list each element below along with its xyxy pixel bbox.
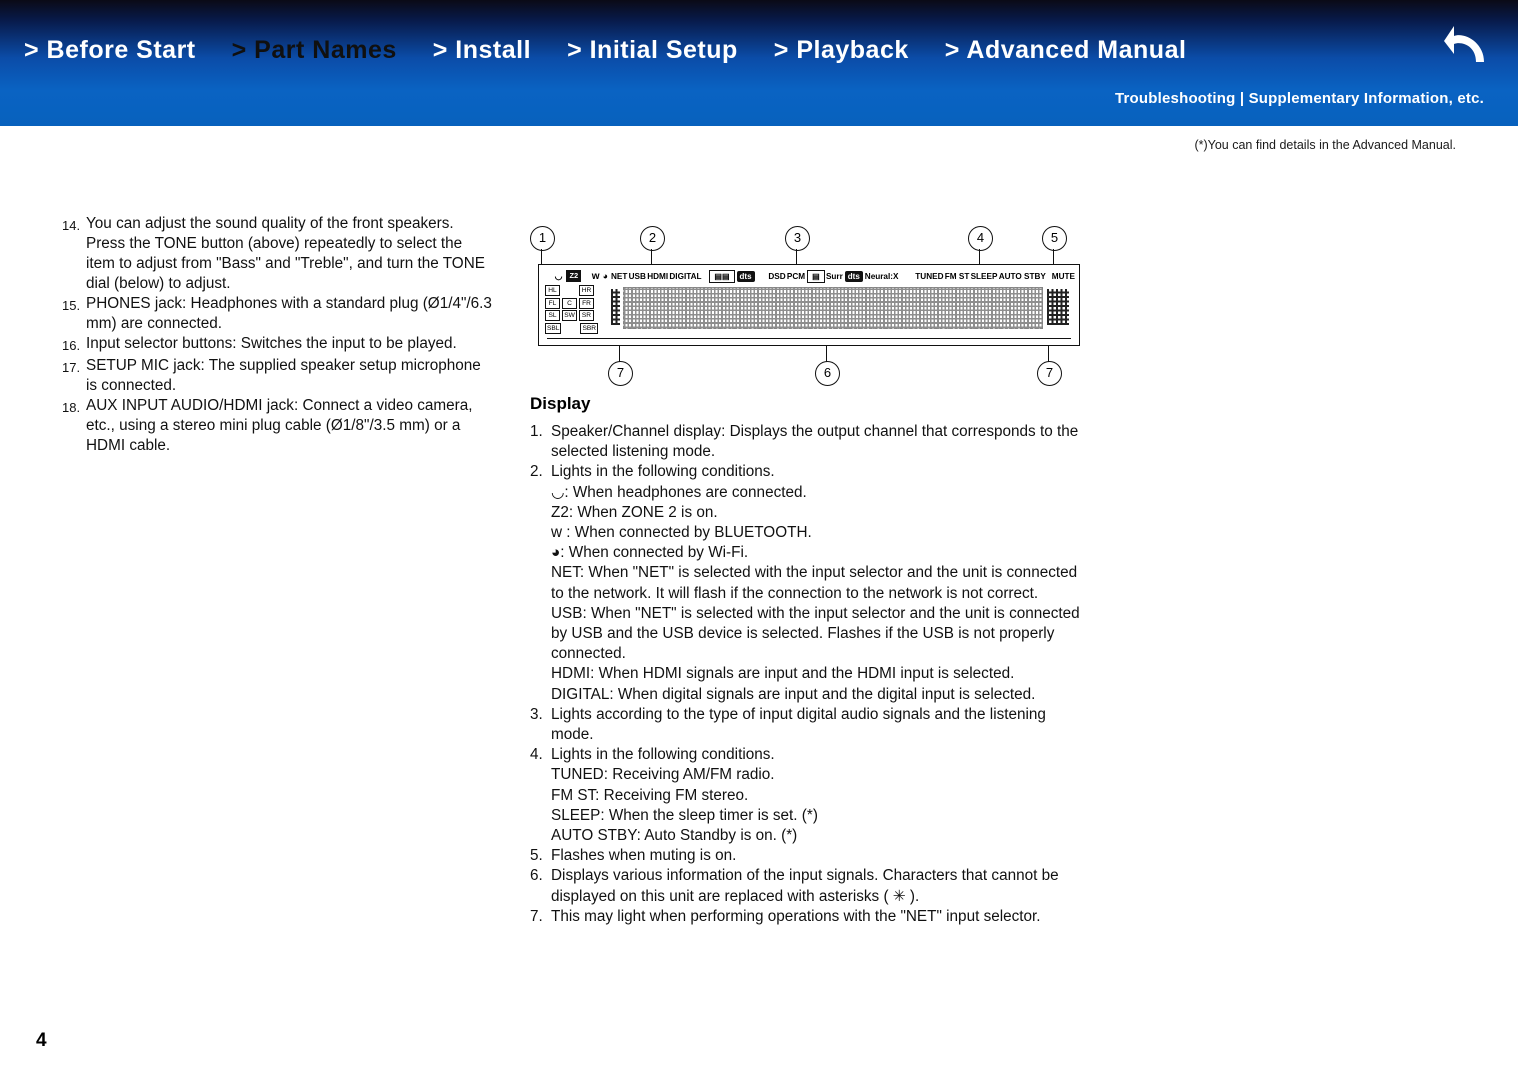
indicator-hdmi: HDMI <box>647 271 669 281</box>
indicator-pcm: PCM <box>786 271 806 281</box>
list-item-number: 3. <box>530 705 543 723</box>
list-item-text: Flashes when muting is on. <box>551 847 737 865</box>
nav-item-initial-setup[interactable]: > Initial Setup <box>567 36 738 64</box>
list-item-text: Lights in the following conditions. <box>551 463 775 481</box>
speaker-row <box>545 323 611 334</box>
callout-3: 3 <box>785 226 810 251</box>
dolby-icon: ▤▤ <box>709 270 734 283</box>
list-item-text: Lights according to the type of input digital audio signals and the listening mode. <box>551 705 1046 744</box>
dot-matrix-area <box>623 287 1043 329</box>
list-item <box>530 907 1090 927</box>
list-item-text: Input selector buttons: Switches the input to be played. <box>86 335 457 352</box>
sub-line: AUTO STBY: Auto Standby is on. (*) <box>551 827 798 845</box>
speaker-cell-hl: HL <box>545 285 560 296</box>
sub-navigation-link[interactable]: Troubleshooting | Supplementary Information, etc. <box>1114 90 1484 107</box>
indicator-tuned: TUNED <box>915 271 944 281</box>
list-item-text: Speaker/Channel display: Displays the output channel that corresponds to the selected listening mode. <box>551 423 1079 461</box>
nav-item-install[interactable]: > Install <box>432 36 532 64</box>
list-item <box>530 422 1090 462</box>
right-content-column <box>530 222 1090 925</box>
list-item-text: Displays various information of the input signals. Characters that cannot be displayed on this unit are replaced with asterisks ( ✳ ). <box>551 867 1059 905</box>
advanced-manual-note: (*)You can find details in the Advanced Manual. <box>1194 138 1456 152</box>
list-item-text: PHONES jack: Headphones with a standard plug (Ø1/4"/6.3 mm) are connected. <box>86 295 492 332</box>
speaker-channel-display <box>545 285 611 335</box>
page-title: Display <box>530 394 591 413</box>
speaker-row <box>545 310 611 321</box>
dts-badge-2: dts <box>845 271 863 282</box>
speaker-cell-blank <box>562 285 577 296</box>
list-item-number: 6. <box>530 867 543 885</box>
speaker-cell-c: C <box>562 298 577 309</box>
back-arrow-icon[interactable] <box>1442 22 1494 68</box>
list-item-text: This may light when performing operations with the "NET" input selector. <box>551 907 1041 925</box>
indicator-fm-st: FM ST <box>944 271 970 281</box>
callout-7-left: 7 <box>608 361 633 386</box>
sub-line: ◡: When headphones are connected. <box>551 483 807 501</box>
indicator-net: NET <box>611 271 628 281</box>
nav-item-part-names[interactable]: > Part Names <box>231 36 397 64</box>
indicator-digital: DIGITAL <box>669 271 702 281</box>
speaker-cell-fl: FL <box>545 298 560 309</box>
speaker-row <box>545 298 611 309</box>
top-navigation <box>24 36 1222 65</box>
speaker-cell-blank <box>563 323 578 334</box>
callout-4: 4 <box>968 226 993 251</box>
left-indicator-dots <box>611 289 620 325</box>
dts-badge: dts <box>737 271 755 282</box>
left-text-column <box>62 214 492 456</box>
speaker-cell-fr: FR <box>579 298 594 309</box>
list-item <box>530 866 1090 906</box>
status-indicator-row <box>547 268 1075 284</box>
leader-line <box>826 346 827 362</box>
list-item <box>62 396 492 456</box>
speaker-cell-hr: HR <box>579 285 594 296</box>
zone2-indicator: Z2 <box>566 270 581 282</box>
callout-2: 2 <box>640 226 665 251</box>
list-item <box>530 745 1090 765</box>
list-item <box>62 214 492 294</box>
sub-line: TUNED: Receiving AM/FM radio. <box>551 766 775 784</box>
headphone-icon: ◡ <box>551 483 565 501</box>
indicator-auto-stby: AUTO STBY <box>998 271 1046 281</box>
callout-5: 5 <box>1042 226 1067 251</box>
list-item-text: SETUP MIC jack: The supplied speaker setup microphone is connected. <box>86 357 481 394</box>
list-item-text: AUX INPUT AUDIO/HDMI jack: Connect a video camera, etc., using a stereo mini plug cable (Ø1/8"/3.5 mm) or a HDMI cable. <box>86 397 473 454</box>
callout-1: 1 <box>530 226 555 251</box>
list-item-number: 7. <box>530 907 543 925</box>
panel-divider <box>547 338 1071 339</box>
list-item-number: 1. <box>530 423 543 440</box>
display-description-list <box>530 422 1090 927</box>
front-display-figure <box>530 222 1090 387</box>
sub-line: HDMI: When HDMI signals are input and the HDMI input is selected. <box>551 665 1015 683</box>
list-item <box>62 334 492 356</box>
page-number: 4 <box>36 1030 47 1051</box>
nav-item-before-start[interactable]: > Before Start <box>24 36 196 64</box>
indicator-surr: Surr <box>825 271 843 281</box>
page-header <box>0 0 1518 126</box>
front-panel-display <box>538 264 1080 346</box>
indicator-neuralx: Neural:X <box>864 271 899 281</box>
right-indicator-dots <box>1047 289 1069 325</box>
sub-line: DIGITAL: When digital signals are input and the digital input is selected. <box>551 685 1036 703</box>
bluetooth-icon: w <box>591 270 600 282</box>
list-item-number: 5. <box>530 847 543 865</box>
list-item-number: 18. <box>62 400 81 415</box>
speaker-cell-sbl: SBL <box>547 324 560 332</box>
indicator-dsd: DSD <box>768 271 786 281</box>
sub-line: SLEEP: When the sleep timer is set. (*) <box>551 806 818 824</box>
sub-line: NET: When "NET" is selected with the input selector and the unit is connected to the network. It will flash if the connection to the network is not correct. <box>551 564 1078 602</box>
list-item <box>62 294 492 334</box>
wifi-icon: ◕ <box>602 271 608 281</box>
speaker-cell-sw: SW <box>562 310 577 321</box>
nav-item-playback[interactable]: > Playback <box>773 36 909 64</box>
list-item <box>530 846 1090 866</box>
list-item-number: 16. <box>62 338 81 353</box>
leader-line <box>1048 346 1049 362</box>
speaker-row <box>545 285 611 296</box>
list-item-number: 15. <box>62 298 81 313</box>
leader-line <box>619 346 620 362</box>
indicator-usb: USB <box>628 271 646 281</box>
list-item-number: 14. <box>62 218 81 233</box>
nav-item-advanced-manual[interactable]: > Advanced Manual <box>944 36 1187 64</box>
speaker-cell-sl: SL <box>545 310 560 321</box>
headphone-icon: ◡ <box>554 270 563 281</box>
bluetooth-icon: w <box>551 524 563 542</box>
list-item-number: 2. <box>530 463 543 481</box>
sub-line: Z2: When ZONE 2 is on. <box>551 503 718 521</box>
list-item-number: 17. <box>62 360 81 375</box>
sub-line: FM ST: Receiving FM stereo. <box>551 786 749 804</box>
wifi-icon: ◕ <box>551 544 561 562</box>
dolby-icon-2: ▤ <box>807 270 825 283</box>
speaker-cell-sr: SR <box>579 310 594 321</box>
sub-line: w : When connected by BLUETOOTH. <box>551 524 812 542</box>
sub-line: USB: When "NET" is selected with the input selector and the unit is connected by USB and the USB device is selected. Flashes if the USB is not properly connected. <box>551 604 1080 663</box>
list-item <box>62 356 492 396</box>
callout-7-right: 7 <box>1037 361 1062 386</box>
list-item-text: Lights in the following conditions. <box>551 746 775 764</box>
list-item <box>530 462 1090 482</box>
indicator-mute: MUTE <box>1051 271 1075 281</box>
list-item-text: You can adjust the sound quality of the front speakers. Press the TONE button (above) repeatedly to select the item to adjust from "Bass" and "Treble", and turn the TONE dial (below) to adjust. <box>86 215 485 292</box>
sub-line: ◕: When connected by Wi-Fi. <box>551 544 749 562</box>
callout-6: 6 <box>815 361 840 386</box>
list-item <box>530 705 1090 745</box>
list-item-number: 4. <box>530 746 543 764</box>
speaker-cell-sbr: SBR <box>582 324 597 332</box>
indicator-sleep: SLEEP <box>970 271 998 281</box>
